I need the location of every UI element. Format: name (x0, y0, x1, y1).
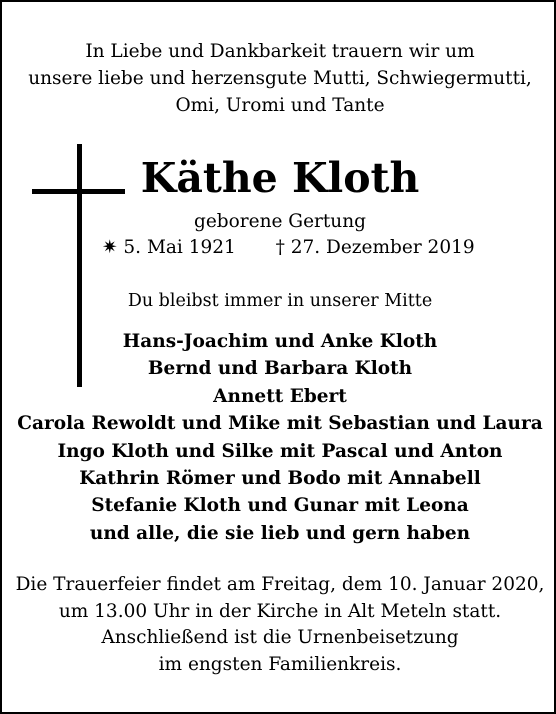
mourner-line: Hans-Joachim und Anke Kloth (122, 331, 438, 352)
mourner-line: Kathrin Römer und Bodo mit Annabell (79, 468, 481, 490)
intro-text (2, 38, 556, 119)
life-dates (102, 234, 475, 261)
birth-name: geborene Gertung (194, 211, 366, 232)
intro-line: In Liebe und Dankbarkeit trauern wir um (85, 41, 475, 62)
motto: Du bleibst immer in unserer Mitte (127, 291, 433, 311)
death-date: 27. Dezember 2019 (290, 237, 475, 258)
mourner-line: Bernd und Barbara Kloth (147, 358, 413, 380)
funeral-line: Die Trauerfeier findet am Freitag, dem 10. Januar 2020, (15, 574, 545, 595)
birth-date: 5. Mai 1921 (123, 237, 236, 258)
mourner-line: und alle, die sie lieb und gern haben (89, 522, 471, 544)
mourners-list (2, 328, 556, 547)
intro-line: unsere liebe und herzensgute Mutti, Schwiegermutti, (28, 68, 532, 89)
star-icon: ✷ (102, 237, 118, 258)
mourner-line: Annett Ebert (213, 385, 347, 407)
funeral-line: im engsten Familienkreis. (158, 653, 402, 675)
mourner-line: Carola Rewoldt und Mike mit Sebastian und Laura (17, 413, 543, 435)
funeral-line: Anschließend ist die Urnenbeisetzung (101, 627, 459, 648)
deceased-name: Käthe Kloth (140, 154, 420, 202)
dagger-icon: † (275, 237, 285, 258)
funeral-info (2, 572, 556, 678)
mourner-line: Ingo Kloth und Silke mit Pascal und Anton (57, 440, 503, 462)
funeral-line: um 13.00 Uhr in der Kirche in Alt Meteln statt. (58, 600, 502, 622)
intro-line: Omi, Uromi und Tante (175, 95, 385, 116)
mourner-line: Stefanie Kloth und Gunar mit Leona (91, 495, 469, 517)
